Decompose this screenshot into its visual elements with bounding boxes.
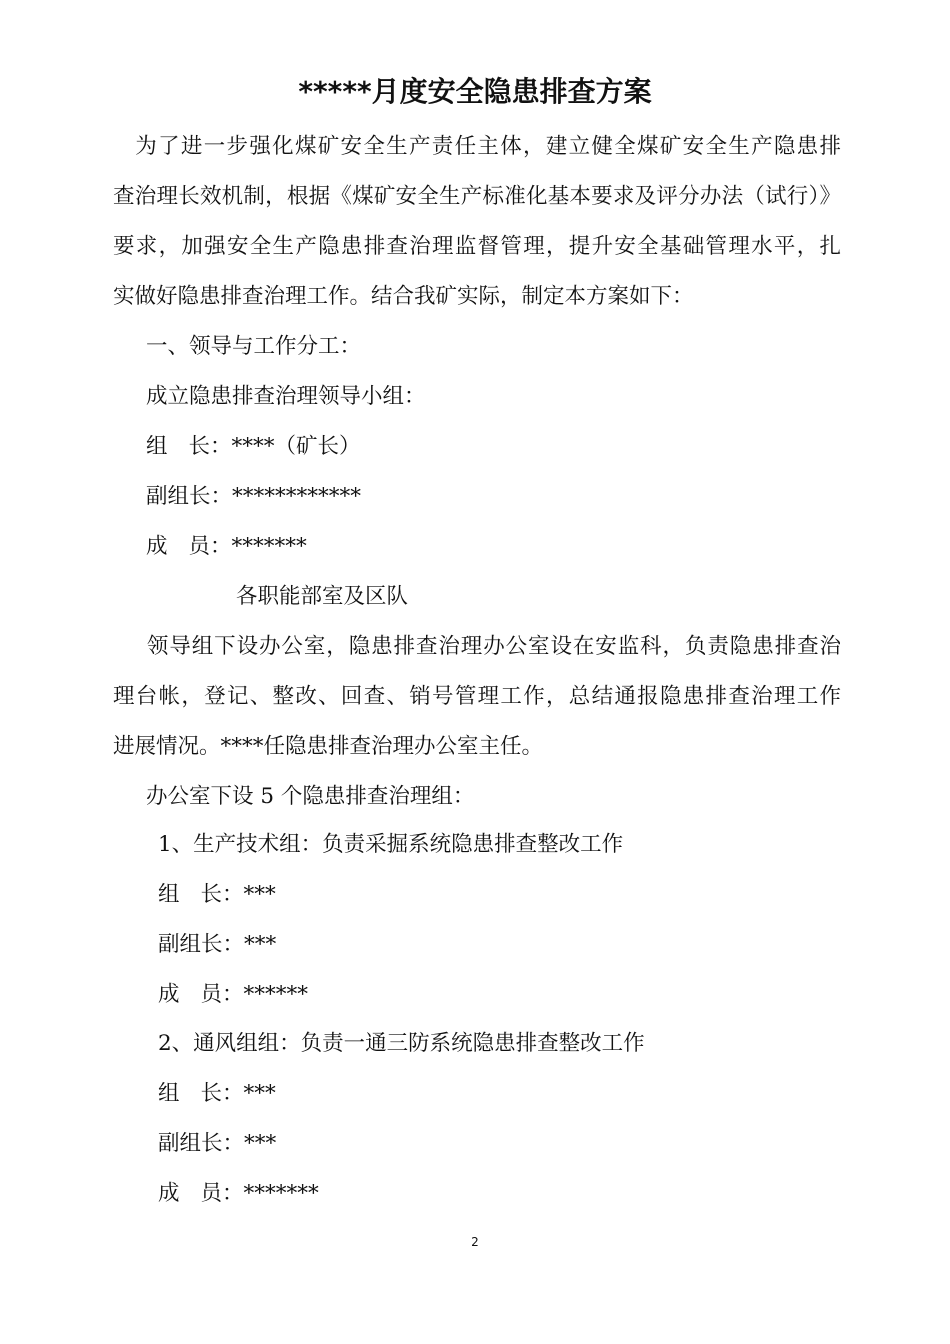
team2-title-line: 2、通风组组：负责一通三防系统隐患排查整改工作 [158,1031,645,1056]
document-title: *****月度安全隐患排查方案 [298,75,652,108]
team2-leader-label-b: 长：*** [200,1081,276,1106]
office-line-2: 理台帐，登记、整改、回查、销号管理工作，总结通报隐患排查治理工作 [113,684,841,709]
team2-member-line [158,1180,319,1208]
page-number: 2 [471,1235,479,1249]
team1-member-line [158,981,308,1009]
team1-member-label-a: 成 [158,982,180,1007]
deputy-line: 副组长：************ [146,484,362,509]
team2-leader-line [158,1080,276,1108]
team1-leader-line [158,881,276,909]
member-label-a: 成 [146,534,168,559]
teams-intro-line: 办公室下设 5 个隐患排查治理组： [146,784,475,809]
team1-member-label-b: 员：****** [200,982,309,1007]
intro-line-3: 要求，加强安全生产隐患排查治理监督管理，提升安全基础管理水平，扎 [113,234,841,259]
office-line-3: 进展情况。****任隐患排查治理办公室主任。 [113,734,544,759]
team2-member-label-b: 员：******* [200,1181,319,1206]
member-label-b: 员：******* [188,534,307,559]
team1-deputy-line: 副组长：*** [158,932,277,957]
team2-member-label-a: 成 [158,1181,180,1206]
leader-label-b: 长：****（矿长） [188,434,361,459]
team1-leader-label-a: 组 [158,882,180,907]
team1-leader-label-b: 长：*** [200,882,276,907]
leader-label-a: 组 [146,434,168,459]
member-line [146,533,307,561]
section-heading-1: 一、领导与工作分工： [146,334,362,359]
leader-group-line: 成立隐患排查治理领导小组： [146,384,426,409]
office-text-1: 领导组下设办公室，隐患排查治理办公室设在安监科，负责隐患排查治 [146,634,841,659]
team1-title-line: 1、生产技术组：负责采掘系统隐患排查整改工作 [158,832,624,857]
intro-line-1 [113,133,841,161]
team2-deputy-line: 副组长：*** [158,1131,277,1156]
team2-leader-label-a: 组 [158,1081,180,1106]
intro-text-1: 为了进一步强化煤矿安全生产责任主体，建立健全煤矿安全生产隐患排 [134,134,841,159]
leader-line [146,433,361,461]
office-line-1 [113,633,841,661]
intro-line-4: 实做好隐患排查治理工作。结合我矿实际，制定本方案如下： [113,284,694,309]
departments-line: 各职能部室及区队 [236,584,409,609]
intro-line-2: 查治理长效机制，根据《煤矿安全生产标准化基本要求及评分办法（试行）》 [113,184,841,209]
